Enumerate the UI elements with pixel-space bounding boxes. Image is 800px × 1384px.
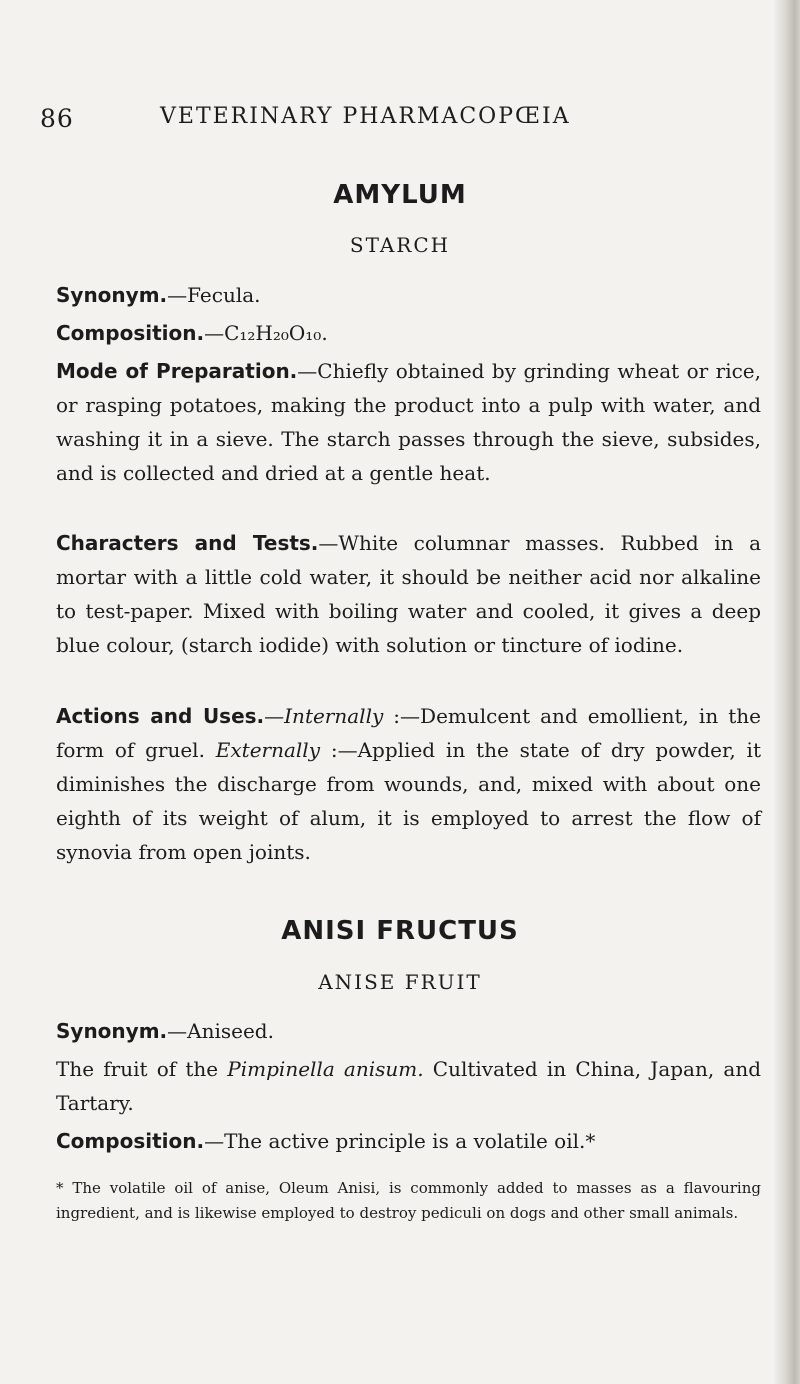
footnote: * The volatile oil of anise, Oleum Anisi, is commonly added to masses as a flavouring ingredient, and is likewise employed to destroy pediculi on dogs and other small animals. [56, 1179, 761, 1222]
characters-label: Characters and Tests. [56, 531, 319, 555]
page-edge-shadow [774, 0, 800, 1384]
anisi-synonym [56, 1014, 761, 1048]
externally-term: Externally [215, 738, 321, 762]
actions-label: Actions and Uses. [56, 704, 265, 728]
page-number: 86 [40, 104, 74, 133]
actions-dash: — [264, 704, 285, 728]
amylum-title: AMYLUM [333, 180, 467, 210]
preparation-label: Mode of Preparation. [56, 359, 298, 383]
synonym-text: —Aniseed. [167, 1019, 274, 1043]
actions-external-text: :—Applied in the state of dry powder, it diminishes the discharge from wounds, and, mixed with about one eighth of its weight of alum, it is employed to arrest the flow of synovia from open joints. [56, 738, 761, 864]
species-name: Pimpinella anisum. [227, 1057, 424, 1081]
amylum-preparation [56, 354, 761, 490]
synonym-label: Synonym. [56, 1019, 168, 1043]
anisi-description [56, 1052, 761, 1120]
description-start: The fruit of the [56, 1057, 228, 1081]
characters-text: —White columnar masses. Rubbed in a mortar with a little cold water, it should be neither acid nor alkaline to test-paper. Mixed with boiling water and cooled, it gives a deep blue colour, (starch iodide) with solution or tincture of iodine. [56, 531, 762, 657]
amylum-subtitle: STARCH [349, 233, 451, 257]
actions-internal-text: :—Demulcent and emollient, in the form of gruel. [56, 704, 761, 762]
internally-term: Internally [284, 704, 384, 728]
preparation-text: —Chiefly obtained by grinding wheat or rice, or rasping potatoes, making the product into a pulp with water, and washing it in a sieve. The starch passes through the sieve, subsides, and is collected and dried at a gentle heat. [56, 359, 761, 485]
page-header [40, 104, 760, 144]
amylum-composition [56, 316, 761, 350]
amylum-actions [56, 699, 761, 869]
amylum-synonym [56, 278, 761, 312]
synonym-text: —Fecula. [167, 283, 261, 307]
amylum-characters [56, 526, 761, 662]
composition-formula: —C₁₂H₂₀O₁₀. [204, 321, 328, 345]
description-end: Cultivated in China, Japan, and Tartary. [56, 1057, 761, 1115]
composition-label: Composition. [56, 321, 205, 345]
synonym-label: Synonym. [56, 283, 168, 307]
anisi-subtitle: ANISE FRUIT [318, 970, 482, 994]
anisi-title: ANISI FRUCTUS [281, 916, 519, 946]
composition-text: —The active principle is a volatile oil.* [204, 1129, 596, 1153]
anisi-composition [56, 1124, 761, 1158]
running-title: VETERINARY PHARMACOPŒIA [160, 104, 571, 129]
composition-label: Composition. [56, 1129, 205, 1153]
